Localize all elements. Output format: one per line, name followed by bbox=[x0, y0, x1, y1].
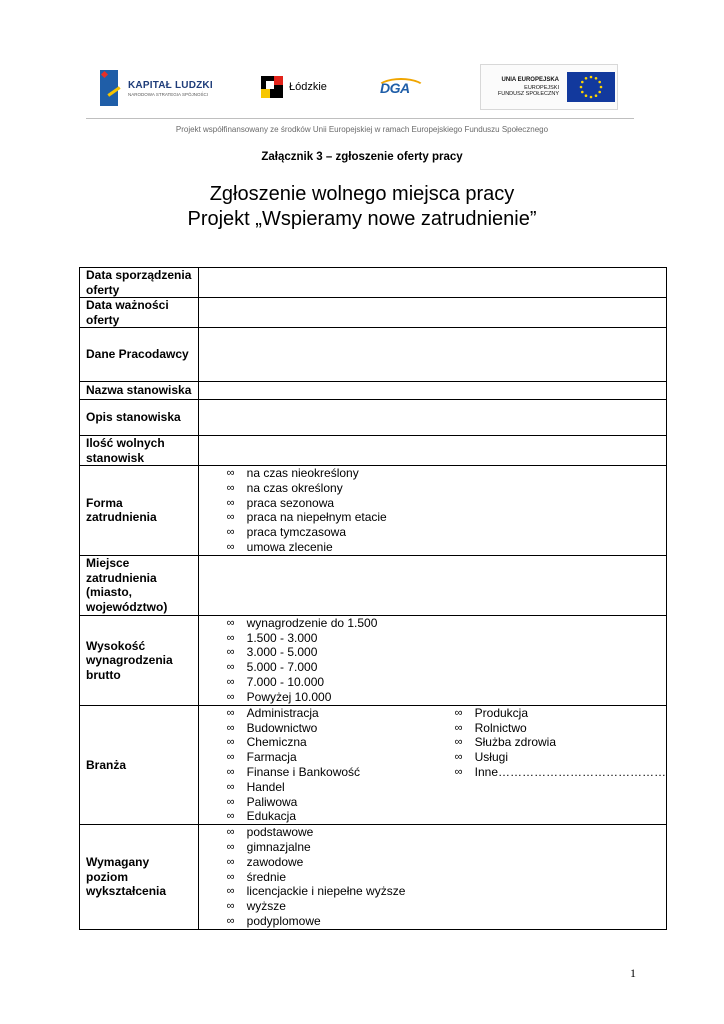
option-label: podstawowe bbox=[246, 825, 314, 840]
option-label: Finanse i Bankowość bbox=[246, 764, 361, 779]
cofinancing-note: Projekt współfinansowany ze środków Unii Europejskiej w ramach Europejskiego Funduszu Społecznego bbox=[175, 125, 549, 134]
option-label: Edukacja bbox=[246, 809, 297, 824]
bullet-icon: ∞ bbox=[226, 661, 235, 674]
option-label: wynagrodzenie do 1.500 bbox=[246, 615, 378, 630]
forma-options-list bbox=[227, 466, 666, 555]
option-label: na czas nieokreślony bbox=[246, 466, 359, 480]
field-data-waznosci[interactable] bbox=[198, 298, 666, 328]
forma-option[interactable] bbox=[227, 481, 666, 496]
bullet-icon: ∞ bbox=[226, 780, 235, 793]
bullet-icon: ∞ bbox=[226, 676, 235, 689]
option-label: Administracja bbox=[246, 705, 319, 720]
option-label: gimnazjalne bbox=[246, 839, 311, 854]
wyksztalcenie-option[interactable] bbox=[227, 840, 666, 855]
label-wyksztalcenie: Wymagany poziom wykształcenia bbox=[80, 825, 199, 930]
bullet-icon: ∞ bbox=[226, 870, 235, 883]
branza-option[interactable] bbox=[455, 750, 666, 765]
forma-option[interactable] bbox=[227, 496, 666, 511]
forma-option[interactable] bbox=[227, 466, 666, 481]
forma-option[interactable] bbox=[227, 510, 666, 525]
wynagrodzenie-option[interactable] bbox=[227, 675, 666, 690]
label-miejsce-zatrudnienia: Miejsce zatrudnienia (miasto, województwo) bbox=[80, 555, 199, 615]
forma-option[interactable] bbox=[227, 540, 666, 555]
dga-text: DGA bbox=[380, 80, 410, 96]
kapital-ludzki-title: KAPITAŁ LUDZKI bbox=[128, 79, 213, 91]
wyksztalcenie-options-list bbox=[227, 825, 666, 929]
kapital-ludzki-subtitle: NARODOWA STRATEGIA SPÓJNOŚCI bbox=[128, 91, 209, 97]
option-label: 3.000 - 5.000 bbox=[246, 645, 318, 660]
branza-options-left bbox=[227, 706, 455, 824]
option-label: zawodowe bbox=[246, 854, 304, 869]
branza-option[interactable] bbox=[227, 750, 455, 765]
option-label: Inne…………………………………… bbox=[474, 764, 666, 779]
option-label: Budownictwo bbox=[246, 720, 318, 735]
branza-option[interactable] bbox=[455, 765, 666, 780]
wyksztalcenie-option[interactable] bbox=[227, 914, 666, 929]
field-wysokosc-wynagrodzenia bbox=[198, 615, 666, 705]
wynagrodzenie-option[interactable] bbox=[227, 690, 666, 705]
branza-option[interactable] bbox=[455, 721, 666, 736]
option-label: umowa zlecenie bbox=[246, 539, 333, 554]
row-opis-stanowiska bbox=[80, 400, 667, 436]
lodzkie-logo bbox=[261, 76, 327, 98]
wynagrodzenie-option[interactable] bbox=[227, 645, 666, 660]
eu-logo bbox=[480, 64, 618, 110]
option-label: średnie bbox=[246, 869, 286, 884]
option-label: Produkcja bbox=[474, 705, 529, 720]
bullet-icon: ∞ bbox=[226, 481, 235, 494]
bullet-icon: ∞ bbox=[226, 826, 235, 839]
field-branza bbox=[198, 705, 666, 824]
label-nazwa-stanowiska: Nazwa stanowiska bbox=[80, 382, 199, 400]
branza-option[interactable] bbox=[227, 706, 455, 721]
bullet-icon: ∞ bbox=[454, 751, 463, 764]
option-label: praca tymczasowa bbox=[246, 525, 347, 540]
page-number: 1 bbox=[630, 966, 636, 980]
field-forma-zatrudnienia bbox=[198, 466, 666, 556]
option-label: na czas określony bbox=[246, 480, 343, 495]
lodzkie-mark-icon bbox=[261, 76, 283, 98]
bullet-icon: ∞ bbox=[226, 496, 235, 509]
label-ilosc-stanowisk: Ilość wolnych stanowisk bbox=[80, 436, 199, 466]
bullet-icon: ∞ bbox=[226, 855, 235, 868]
forma-option[interactable] bbox=[227, 525, 666, 540]
wyksztalcenie-option[interactable] bbox=[227, 884, 666, 899]
field-opis-stanowiska[interactable] bbox=[198, 400, 666, 436]
row-forma-zatrudnienia bbox=[80, 466, 667, 556]
option-label: Usługi bbox=[474, 750, 508, 765]
option-label: licencjackie i niepełne wyższe bbox=[246, 884, 406, 899]
label-data-sporzadzenia: Data sporządzenia oferty bbox=[80, 268, 199, 298]
bullet-icon: ∞ bbox=[226, 840, 235, 853]
row-ilosc-stanowisk bbox=[80, 436, 667, 466]
bullet-icon: ∞ bbox=[454, 706, 463, 719]
kapital-ludzki-mark-icon bbox=[100, 70, 122, 106]
logo-bar bbox=[88, 62, 636, 116]
eu-line2: EUROPEJSKI bbox=[524, 85, 559, 91]
option-label: podyplomowe bbox=[246, 913, 321, 928]
branza-option[interactable] bbox=[227, 809, 455, 824]
job-offer-form bbox=[79, 267, 667, 930]
option-label: Powyżej 10.000 bbox=[246, 689, 332, 704]
bullet-icon: ∞ bbox=[226, 706, 235, 719]
option-label: 7.000 - 10.000 bbox=[246, 675, 325, 690]
bullet-icon: ∞ bbox=[226, 751, 235, 764]
row-data-sporzadzenia bbox=[80, 268, 667, 298]
row-dane-pracodawcy bbox=[80, 328, 667, 382]
label-forma-zatrudnienia: Forma zatrudnienia bbox=[80, 466, 199, 556]
header-divider bbox=[86, 118, 634, 119]
bullet-icon: ∞ bbox=[226, 616, 235, 629]
eu-line1: UNIA EUROPEJSKA bbox=[501, 77, 559, 83]
option-label: praca sezonowa bbox=[246, 495, 335, 510]
bullet-icon: ∞ bbox=[226, 885, 235, 898]
wynagrodzenie-option[interactable] bbox=[227, 660, 666, 675]
bullet-icon: ∞ bbox=[454, 765, 463, 778]
branza-option[interactable] bbox=[455, 735, 666, 750]
option-label: Handel bbox=[246, 779, 285, 794]
wynagrodzenie-option[interactable] bbox=[227, 631, 666, 646]
row-wyksztalcenie bbox=[80, 825, 667, 930]
field-data-sporzadzenia[interactable] bbox=[198, 268, 666, 298]
option-label: 5.000 - 7.000 bbox=[246, 660, 318, 675]
option-label: Służba zdrowia bbox=[474, 735, 557, 750]
bullet-icon: ∞ bbox=[226, 736, 235, 749]
kapital-ludzki-logo bbox=[100, 70, 213, 106]
option-label: praca na niepełnym etacie bbox=[246, 510, 387, 525]
field-miejsce-zatrudnienia[interactable] bbox=[198, 555, 666, 615]
option-label: 1.500 - 3.000 bbox=[246, 630, 318, 645]
label-opis-stanowiska: Opis stanowiska bbox=[80, 400, 199, 436]
bullet-icon: ∞ bbox=[226, 646, 235, 659]
bullet-icon: ∞ bbox=[226, 721, 235, 734]
branza-options-right bbox=[455, 706, 666, 824]
bullet-icon: ∞ bbox=[454, 736, 463, 749]
wyksztalcenie-option[interactable] bbox=[227, 899, 666, 914]
branza-option[interactable] bbox=[227, 780, 455, 795]
bullet-icon: ∞ bbox=[226, 914, 235, 927]
option-label: Chemiczna bbox=[246, 735, 307, 750]
field-dane-pracodawcy[interactable] bbox=[198, 328, 666, 382]
wyksztalcenie-option[interactable] bbox=[227, 855, 666, 870]
label-dane-pracodawcy: Dane Pracodawcy bbox=[80, 328, 199, 382]
bullet-icon: ∞ bbox=[226, 467, 235, 479]
eu-line3: FUNDUSZ SPOŁECZNY bbox=[497, 91, 559, 97]
wyksztalcenie-option[interactable] bbox=[227, 825, 666, 840]
field-nazwa-stanowiska[interactable] bbox=[198, 382, 666, 400]
bullet-icon: ∞ bbox=[226, 900, 235, 913]
bullet-icon: ∞ bbox=[454, 721, 463, 734]
option-label: wyższe bbox=[246, 899, 286, 914]
branza-option[interactable] bbox=[227, 795, 455, 810]
bullet-icon: ∞ bbox=[226, 526, 235, 539]
option-label: Farmacja bbox=[246, 750, 297, 765]
row-wysokosc-wynagrodzenia bbox=[80, 615, 667, 705]
label-branza: Branża bbox=[80, 705, 199, 824]
field-wyksztalcenie bbox=[198, 825, 666, 930]
title-line-2: Projekt „Wspieramy nowe zatrudnienie” bbox=[187, 208, 537, 230]
branza-option[interactable] bbox=[455, 706, 666, 721]
branza-option[interactable] bbox=[227, 765, 455, 780]
bullet-icon: ∞ bbox=[226, 795, 235, 808]
row-data-waznosci bbox=[80, 298, 667, 328]
dga-logo bbox=[380, 80, 410, 96]
bullet-icon: ∞ bbox=[226, 765, 235, 778]
wynagrodzenie-option[interactable] bbox=[227, 616, 666, 631]
bullet-icon: ∞ bbox=[226, 690, 235, 703]
eu-flag-icon bbox=[567, 72, 615, 102]
branza-option[interactable] bbox=[227, 735, 455, 750]
bullet-icon: ∞ bbox=[226, 631, 235, 644]
wynagrodzenie-options-list bbox=[227, 616, 666, 705]
row-branza bbox=[80, 705, 667, 824]
option-label: Paliwowa bbox=[246, 794, 298, 809]
lodzkie-text: Łódzkie bbox=[289, 81, 327, 93]
row-nazwa-stanowiska bbox=[80, 382, 667, 400]
page-title bbox=[0, 182, 724, 232]
dga-swoosh-icon bbox=[376, 78, 426, 100]
bullet-icon: ∞ bbox=[226, 810, 235, 823]
label-data-waznosci: Data ważności oferty bbox=[80, 298, 199, 328]
bullet-icon: ∞ bbox=[226, 540, 235, 553]
annex-heading: Załącznik 3 – zgłoszenie oferty pracy bbox=[261, 151, 463, 163]
branza-option[interactable] bbox=[227, 721, 455, 736]
title-line-1: Zgłoszenie wolnego miejsca pracy bbox=[209, 183, 515, 205]
bullet-icon: ∞ bbox=[226, 511, 235, 524]
wyksztalcenie-option[interactable] bbox=[227, 870, 666, 885]
field-ilosc-stanowisk[interactable] bbox=[198, 436, 666, 466]
option-label: Rolnictwo bbox=[474, 720, 527, 735]
label-wysokosc-wynagrodzenia: Wysokość wynagrodzenia brutto bbox=[80, 615, 199, 705]
row-miejsce-zatrudnienia bbox=[80, 555, 667, 615]
